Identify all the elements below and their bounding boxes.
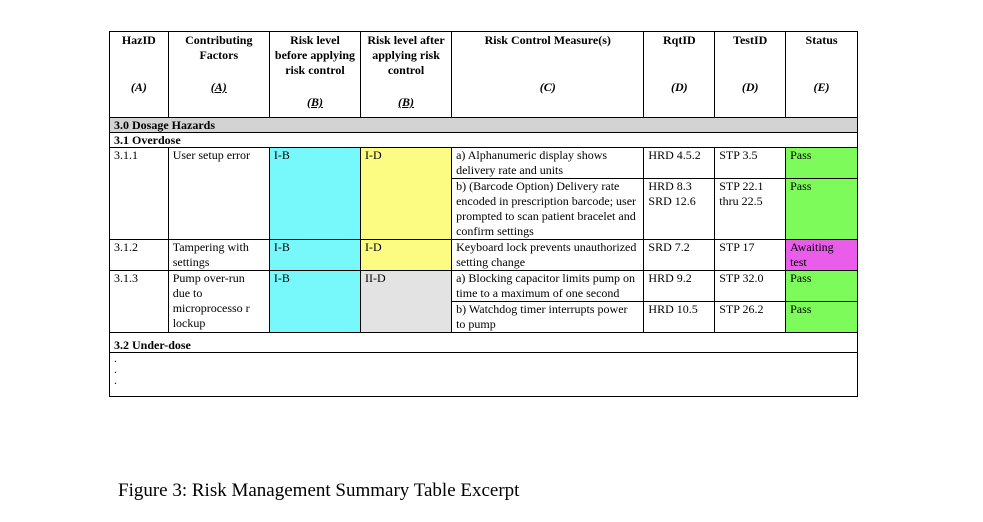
testid-cell: STP 22.1 thru 22.5 [715,179,786,240]
factor-cell: Tampering with settings [168,240,269,271]
subsection-under-dose: 3.2 Under-dose [110,333,858,353]
table-row [110,271,858,302]
figure-caption: Figure 3: Risk Management Summary Table Excerpt [118,480,520,501]
section-row [110,118,858,133]
testid-cell: STP 17 [715,240,786,271]
header-rqtid: RqtID (D) [644,32,715,118]
control-measure-cell: a) Blocking capacitor limits pump on time to a maximum of one second [452,271,644,302]
risk-before-cell: I-B [269,240,360,271]
risk-after-cell: I-D [361,240,452,271]
ellipsis-dot: . [114,362,117,376]
table-row [110,240,858,271]
subsection-overdose: 3.1 Overdose [110,133,858,148]
risk-before-cell: I-B [269,271,360,333]
ellipsis-dot: . [114,351,117,365]
risk-after-cell: I-D [361,148,452,240]
risk-after-cell: II-D [361,271,452,333]
control-measure-cell: Keyboard lock prevents unauthorized setting change [452,240,644,271]
subsection-row [110,133,858,148]
table-row [110,148,858,179]
section-dosage-hazards: 3.0 Dosage Hazards [110,118,858,133]
subsection-row [110,333,858,353]
header-status: Status (E) [786,32,858,118]
control-measure-cell: a) Alphanumeric display shows delivery rate and units [452,148,644,179]
rqtid-cell: HRD 8.3 SRD 12.6 [644,179,715,240]
status-cell: Pass [786,179,858,240]
status-cell: Pass [786,148,858,179]
ellipsis-row [110,353,858,397]
hazid-cell: 3.1.1 [110,148,169,240]
header-testid: TestID (D) [715,32,786,118]
rqtid-cell: HRD 9.2 [644,271,715,302]
status-cell: Pass [786,271,858,302]
rqtid-cell: SRD 7.2 [644,240,715,271]
header-contributing-factors: Contributing Factors (A) [168,32,269,118]
header-risk-after: Risk level after applying risk control (B) [361,32,452,118]
risk-summary-table [109,31,858,397]
factor-cell: Pump over-run due to microprocesso r lockup [168,271,269,333]
risk-before-cell: I-B [269,148,360,240]
testid-cell: STP 32.0 [715,271,786,302]
testid-cell: STP 3.5 [715,148,786,179]
hazid-cell: 3.1.2 [110,240,169,271]
factor-cell: User setup error [168,148,269,240]
header-hazid: HazID (A) [110,32,169,118]
status-cell: Pass [786,302,858,333]
control-measure-cell: b) Watchdog timer interrupts power to pump [452,302,644,333]
rqtid-cell: HRD 10.5 [644,302,715,333]
testid-cell: STP 26.2 [715,302,786,333]
header-risk-before: Risk level before applying risk control (B) [269,32,360,118]
status-cell: Awaiting test [786,240,858,271]
header-risk-control: Risk Control Measure(s) (C) [452,32,644,118]
rqtid-cell: HRD 4.5.2 [644,148,715,179]
control-measure-cell: b) (Barcode Option) Delivery rate encoded in prescription barcode; user prompted to scan patient bracelet and confirm settings [452,179,644,240]
ellipsis-dot: . [114,373,117,387]
header-row [110,32,858,118]
hazid-cell: 3.1.3 [110,271,169,333]
continuation-ellipsis [110,353,858,397]
